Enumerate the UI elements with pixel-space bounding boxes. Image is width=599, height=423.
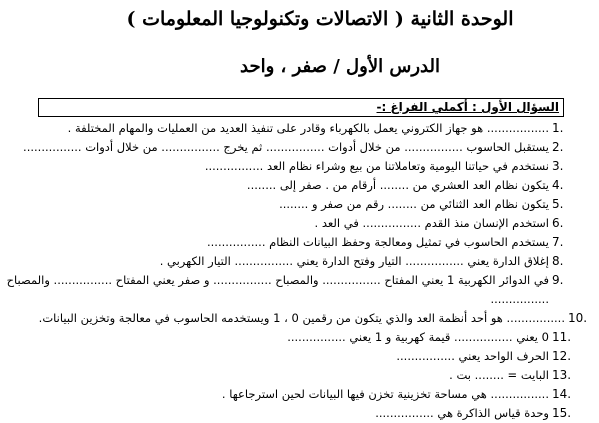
- list-item: [0, 195, 599, 214]
- list-item: [0, 252, 599, 271]
- item-text: ................ هو أحد أنظمة العد والذي يتكون من رقمين 0 ، 1 ويستخدمه الحاسوب في معالجة وتخزين البيانات.: [38, 311, 565, 325]
- list-item: [0, 404, 599, 423]
- list-item: [0, 157, 599, 176]
- item-text: 0 يعني ................ قيمة كهربية و 1 يعني ................: [287, 330, 549, 344]
- item-number: 3.: [552, 159, 564, 173]
- item-text: ................ هي مساحة تخزينية تخزن فيها البيانات لحين استرجاعها .: [221, 387, 549, 401]
- list-item: [0, 347, 599, 366]
- item-text: يستقبل الحاسوب ................ من خلال أدوات ................ ثم يخرج ................ من خلال أدوات ................: [23, 140, 549, 154]
- item-number: 1.: [552, 121, 564, 135]
- list-item: [0, 214, 599, 233]
- list-item: [0, 233, 599, 252]
- list-item: [0, 176, 599, 195]
- question-heading: السؤال الأول : أكملي الفراغ :-: [376, 100, 559, 114]
- item-text: وحدة قياس الذاكرة هي ................: [375, 406, 549, 420]
- item-number: 4.: [552, 178, 564, 192]
- item-text: البايت = ........ بت .: [449, 368, 549, 382]
- list-item: [0, 119, 599, 138]
- item-number: 15.: [552, 406, 572, 420]
- list-item: [0, 309, 599, 328]
- item-number: 12.: [552, 349, 572, 363]
- item-number: 7.: [552, 235, 564, 249]
- list-item: [0, 366, 599, 385]
- lesson-title: الدرس الأول / صفر ، واحد: [240, 56, 440, 77]
- item-text: إغلاق الدارة يعني ................ التيار وفتح الدارة يعني ................ التيار الكهربي .: [159, 254, 549, 268]
- item-number: 8.: [552, 254, 564, 268]
- item-number: 2.: [552, 140, 564, 154]
- item-text: استخدم الإنسان منذ القدم ................ في العد .: [314, 216, 549, 230]
- item-text: الحرف الواحد يعني ................: [396, 349, 549, 363]
- item-number: 10.: [568, 311, 588, 325]
- item-text: نستخدم في حياتنا اليومية وتعاملاتنا من بيع وشراء نظام العد ................: [204, 159, 549, 173]
- item-text: يستخدم الحاسوب في تمثيل ومعالجة وحفظ البيانات النظام ................: [206, 235, 549, 249]
- item-number: 13.: [552, 368, 572, 382]
- item-number: 6.: [552, 216, 564, 230]
- list-item: [0, 271, 599, 309]
- item-text: يتكون نظام العد العشري من ........ أرقام من . صفر إلى ........: [246, 178, 549, 192]
- item-number: 9.: [552, 273, 564, 287]
- list-item: [0, 138, 599, 157]
- list-item: [0, 385, 599, 404]
- item-text: في الدوائر الكهربية 1 يعني المفتاح ................ والمصباح ................ و صفر يعني المفتاح ................ والمصباح ................: [6, 273, 549, 306]
- item-text: ................. هو جهاز الكتروني يعمل بالكهرباء وقادر على تنفيذ العديد من العمليات والمهام المختلفة .: [67, 121, 549, 135]
- unit-title: الوحدة الثانية ( الاتصالات وتكنولوجيا المعلومات ): [126, 8, 514, 30]
- item-number: 11.: [552, 330, 572, 344]
- item-number: 5.: [552, 197, 564, 211]
- item-number: 14.: [552, 387, 572, 401]
- fill-in-list: [0, 119, 599, 423]
- item-text: يتكون نظام العد الثنائي من ........ رقم من صفر و ........: [279, 197, 549, 211]
- list-item: [0, 328, 599, 347]
- question-heading-box: [38, 98, 564, 117]
